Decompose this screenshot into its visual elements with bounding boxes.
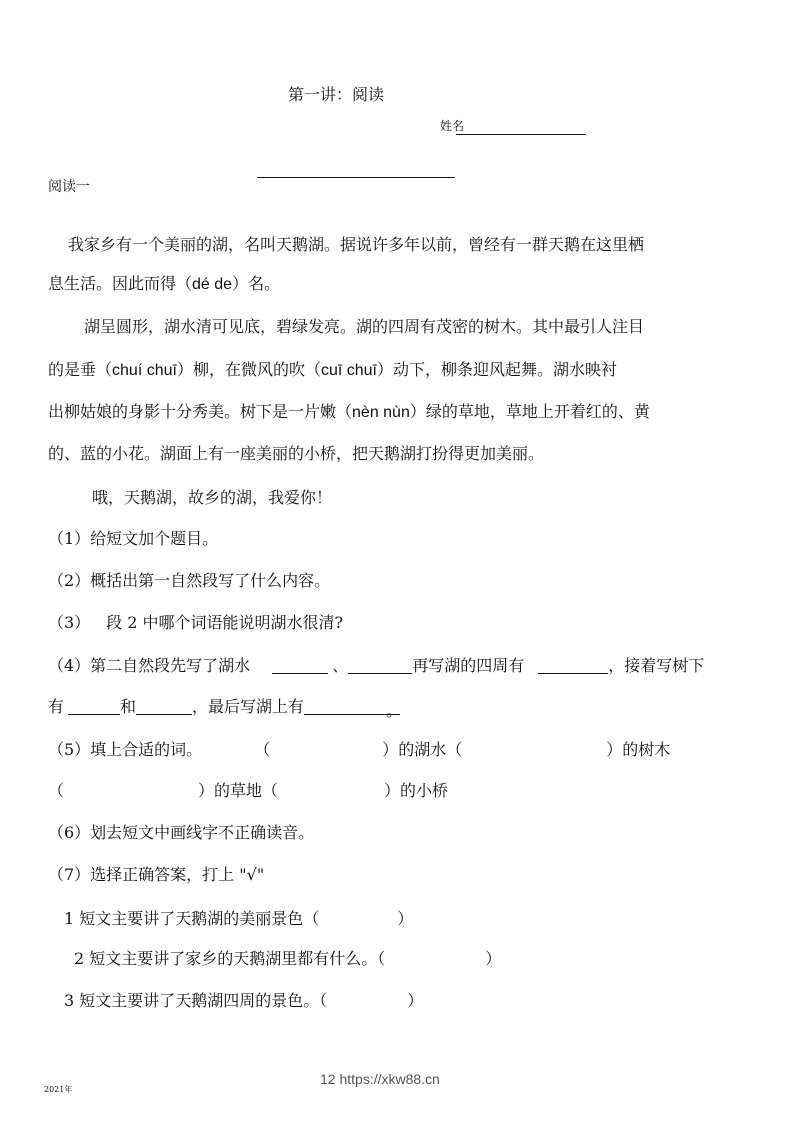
question-1: （1）给短文加个题目。 xyxy=(48,529,219,548)
option-1[interactable]: 1 短文主要讲了天鹅湖的美丽景色（ ） xyxy=(64,909,414,928)
question-5-line1: （5）填上合适的词。 （ ）的湖水（ ）的树木 xyxy=(48,740,671,759)
question-4-line1: （4）第二自然段先写了湖水 、 再写湖的四周有 ，接着写树下 xyxy=(48,656,705,675)
passage-p1-line1: 我家乡有一个美丽的湖，名叫天鹅湖。据说许多年以前，曾经有一群天鹅在这里栖 xyxy=(68,235,645,254)
pinyin-choice: chuí chuī xyxy=(112,362,177,379)
question-2: （2）概括出第一自然段写了什么内容。 xyxy=(48,571,331,590)
question-7: （7）选择正确答案，打上 "√" xyxy=(48,865,265,884)
name-blank-line xyxy=(456,134,586,135)
section-label: 阅读一 xyxy=(48,179,90,195)
passage-p2-line1: 湖呈圆形，湖水清可见底，碧绿发亮。湖的四周有茂密的树木。其中最引人注目 xyxy=(84,317,645,336)
pinyin-choice: cuī chuī xyxy=(320,362,377,379)
option-2[interactable]: 2 短文主要讲了家乡的天鹅湖里都有什么。（ ） xyxy=(74,949,502,968)
answer-blank[interactable] xyxy=(68,698,120,715)
answer-blank[interactable] xyxy=(348,657,412,674)
passage-p2-line4: 的、蓝的小花。湖面上有一座美丽的小桥，把天鹅湖打扮得更加美丽。 xyxy=(48,444,545,463)
pinyin-choice: dé de xyxy=(192,276,233,293)
footer-page-source: 12 https://xkw88.cn xyxy=(320,1071,440,1087)
question-4-line2: 有 和 ，最后写湖上有 。 xyxy=(48,697,403,720)
passage-p2-line3: 出柳姑娘的身影十分秀美。树下是一片嫩（nèn nùn）绿的草地，草地上开着红的、黄 xyxy=(48,402,650,421)
passage-p1-line2: 息生活。因此而得（dé de）名。 xyxy=(48,274,281,293)
page-title: 第一讲：阅读 xyxy=(288,85,385,104)
pinyin-choice: nèn nùn xyxy=(352,404,410,421)
question-3: （3） 段 2 中哪个词语能说明湖水很清? xyxy=(48,613,344,632)
answer-blank[interactable] xyxy=(136,698,192,715)
name-label: 姓名 xyxy=(440,119,465,133)
answer-blank[interactable] xyxy=(538,657,608,674)
passage-p3: 哦，天鹅湖，故乡的湖，我爱你！ xyxy=(92,488,333,507)
answer-blank[interactable]: 。 xyxy=(304,698,400,715)
title-blank-line xyxy=(257,177,455,178)
passage-p2-line2: 的是垂（chuí chuī）柳，在微风的吹（cuī chuī）动下，柳条迎风起舞。湖水映衬 xyxy=(48,360,618,379)
answer-blank[interactable] xyxy=(272,657,328,674)
question-5-line2: （ ）的草地（ ）的小桥 xyxy=(48,781,449,800)
option-3[interactable]: 3 短文主要讲了天鹅湖四周的景色。（ ） xyxy=(64,991,424,1010)
footer-year: 2021年 xyxy=(44,1085,73,1094)
question-6: （6）划去短文中画线字不正确读音。 xyxy=(48,823,315,842)
